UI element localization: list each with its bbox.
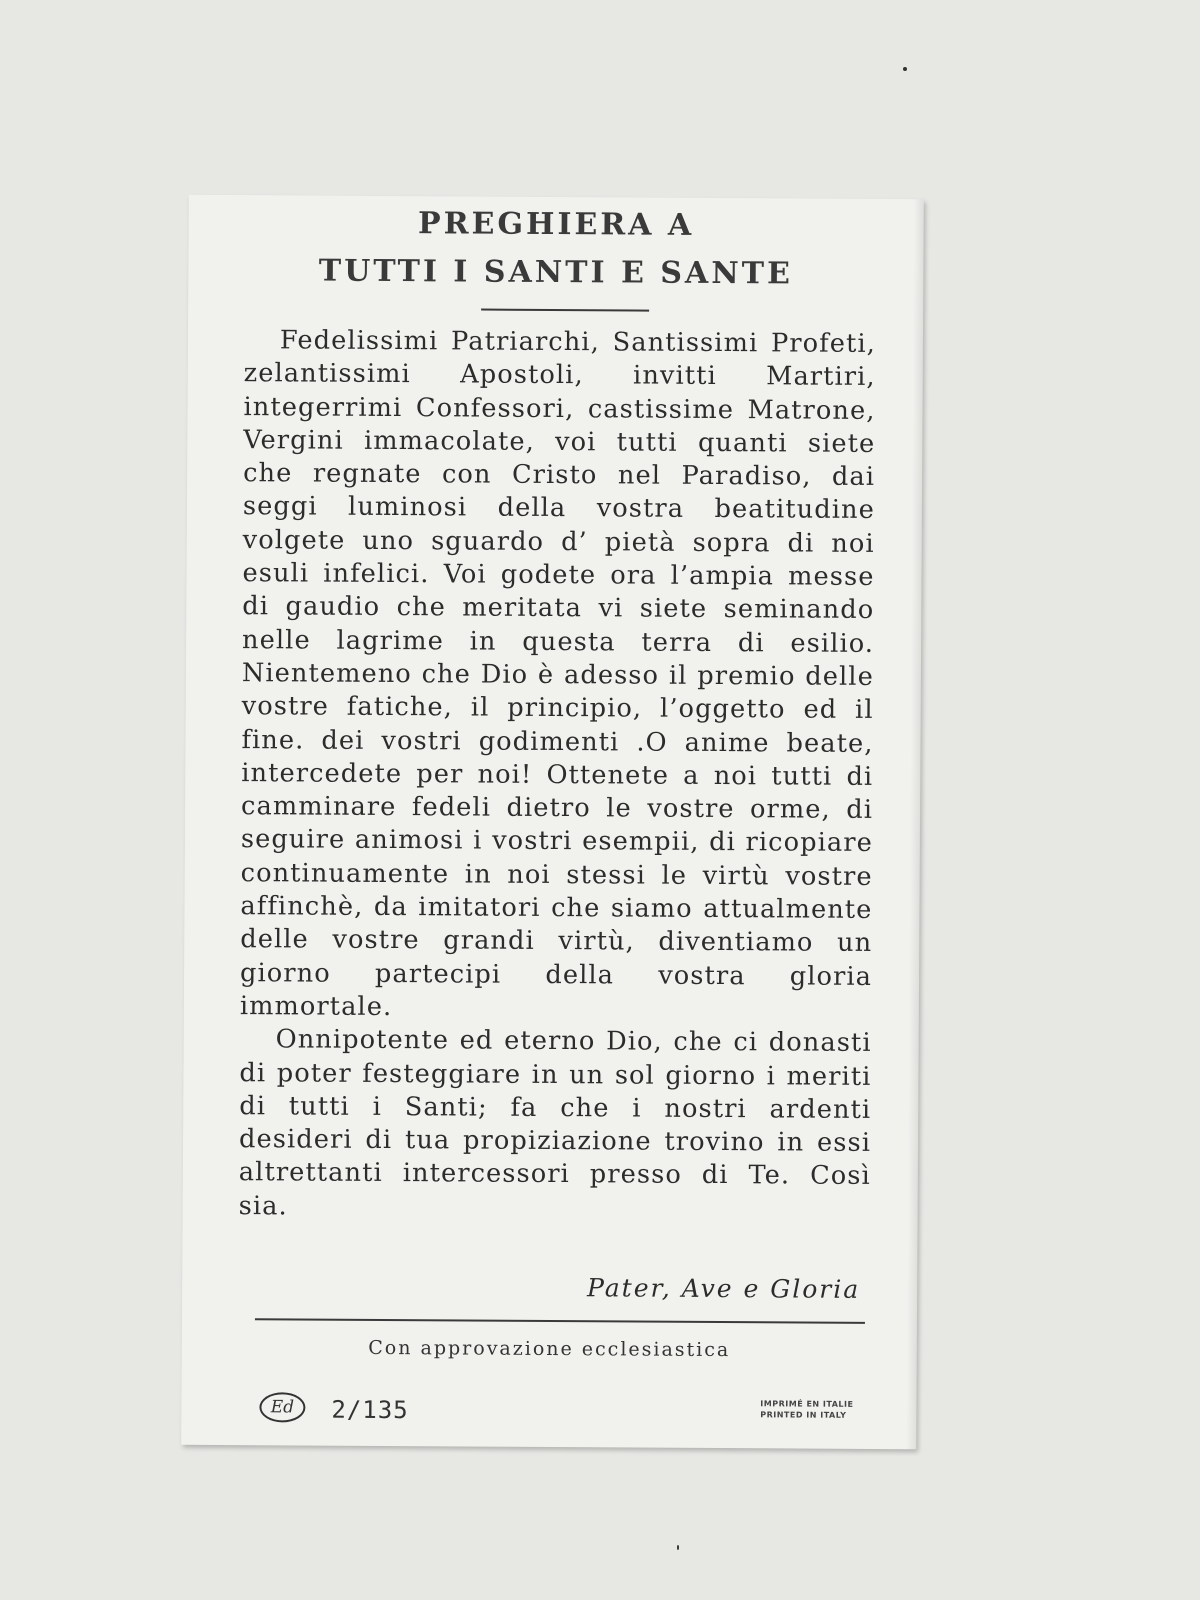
card-title-line-1: PREGHIERA A [417,206,695,243]
dust-speck [903,67,907,71]
card-title-line-2: TUTTI I SANTI E SANTE [318,253,793,292]
printed-line-1: IMPRIMÉ EN ITALIE [760,1399,854,1409]
prayer-paragraph-1: Fedelissimi Patriarchi, Santissimi Profeti, zelantissimi Apostoli, invitti Martiri, integerrimi Confessori, castissime Matrone, Vergini immacolate, voi tutti quanti siete che regnate con Cristo nel Paradiso, dai seggi luminosi della vostra beatitudine volgete uno sguardo d’ pietà sopra di noi esuli infelici. Voi godete ora l’ampia messe di gaudio che meritata vi siete seminando nelle lagrime in questa terra di esilio. Nientemeno che Dio è adesso il premio delle vostre fatiche, il principio, l’oggetto ed il fine. dei vostri godimenti .O anime beate, intercedete per noi! Ottenete a noi tutti di camminare fedeli dietro le vostre orme, di seguire animosi i vostri esempii, di ricopiare continuamente in noi stessi le virtù vostre affinchè, da imitatori che siamo attualmente delle vostre grandi virtù, diventiamo un giorno partecipi della vostra gloria immortale. [239,325,877,1022]
closing-prayers: Pater, Ave e Gloria [587,1273,861,1304]
card-edge-shadow [906,199,924,1449]
prayer-card [181,195,924,1449]
prayer-text [239,324,876,1227]
publisher-logo-text: Ed [270,1397,295,1418]
printed-line-2: PRINTED IN ITALY [760,1410,847,1420]
prayer-paragraph-2: Onnipotente ed eterno Dio, che ci donasti di poter festeggiare in un sol giorno i meriti di tutti i Santi; fa che i nostri ardenti desideri di tua propiziazione trovino in essi altrettanti intercessori presso di Te. Così sia. [238,1024,872,1222]
dust-speck [677,1545,679,1550]
title-divider [481,309,649,312]
card-code: 2/135 [331,1395,409,1425]
bottom-divider [255,1318,865,1324]
printed-in-italy [760,1398,853,1421]
publisher-logo [259,1392,305,1422]
approval-note: Con approvazione ecclesiastica [368,1336,731,1362]
